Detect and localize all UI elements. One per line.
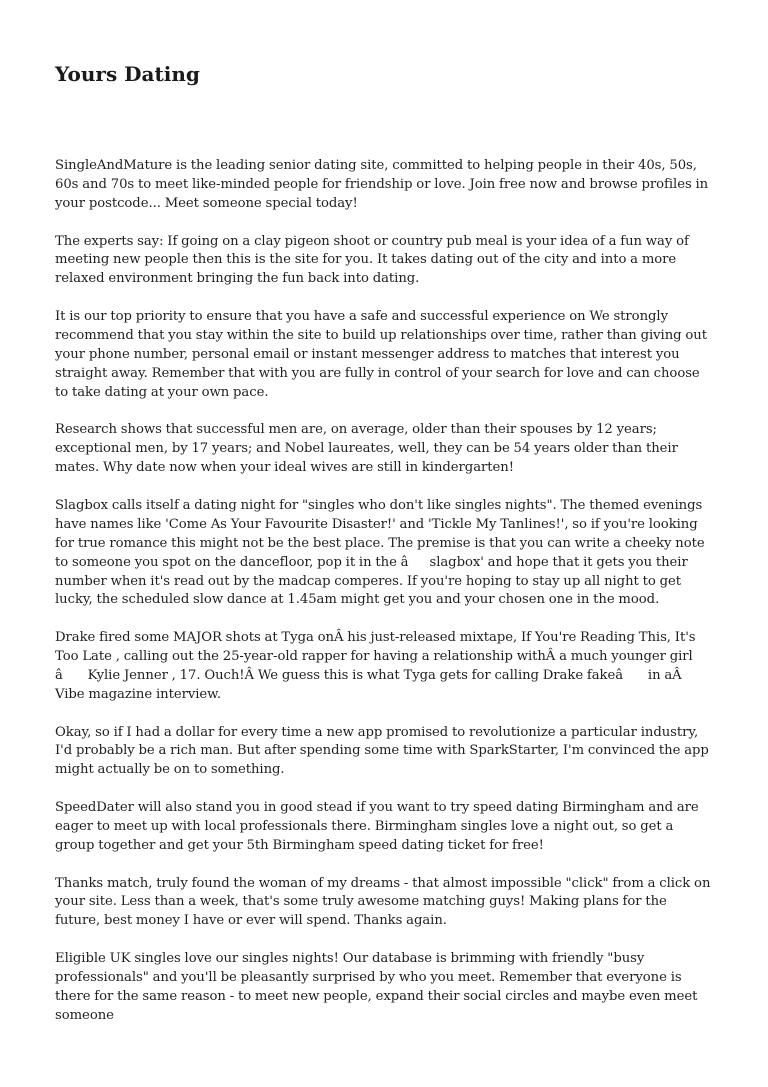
document-body (55, 157, 714, 1026)
paragraph-6: Drake fired some MAJOR shots at Tyga onÂ his just-released mixtape, If You're Reading This, It's Too Late , calling out the 25-year-old rapper for having a relationship withÂ a much younger girl â Kylie Jenner , 17. Ouch!Â We guess this is what Tyga gets for calling Drake fakeâ in aÂ Vibe magazine interview. (55, 630, 696, 702)
paragraph-7: Okay, so if I had a dollar for every time a new app promised to revolutionize a particular industry, I'd probably be a rich man. But after spending some time with SparkStarter, I'm convinced the app might actually be on to something. (55, 724, 709, 778)
paragraph-3: It is our top priority to ensure that you have a safe and successful experience on We strongly recommend that you stay within the site to build up relationships over time, rather than giving out your phone number, personal email or instant messenger address to matches that interest you straight away. Remember that with you are fully in control of your search for love and can choose to take dating at your own pace. (55, 309, 707, 400)
paragraph-2: The experts say: If going on a clay pigeon shoot or country pub meal is your idea of a fun way of meeting new people then this is the site for you. It takes dating out of the city and into a more relaxed environment bringing the fun back into dating. (55, 233, 689, 287)
paragraph-5: Slagbox calls itself a dating night for "singles who don't like singles nights". The themed evenings have names like 'Come As Your Favourite Disaster!' and 'Tickle My Tanlines!', so if you're looking for true romance this might not be the best place. The premise is that you can write a cheeky note to someone you spot on the dancefloor, pop it in the âslagbox' and hope that it gets you their number when it's read out by the madcap comperes. If you're hoping to stay up all night to get lucky, the scheduled slow dance at 1.45am might get you and your chosen one in the mood. (55, 497, 705, 608)
paragraph-9: Thanks match, truly found the woman of my dreams - that almost impossible "click" from a click on your site. Less than a week, that's some truly awesome matching guys! Making plans for the future, best money I have or ever will spend. Thanks again. (55, 875, 711, 929)
paragraph-8: SpeedDater will also stand you in good stead if you want to try speed dating Birmingham and are eager to meet up with local professionals there. Birmingham singles love a night out, so get a group together and get your 5th Birmingham speed dating ticket for free! (55, 800, 699, 853)
paragraph-1: SingleAndMature is the leading senior dating site, committed to helping people in their 40s, 50s, 60s and 70s to meet like-minded people for friendship or love. Join free now and browse profiles in your postcode... Meet someone special today! (55, 158, 709, 211)
paragraph-10: Eligible UK singles love our singles nights! Our database is brimming with friendly "busy professionals" and you'll be pleasantly surprised by who you meet. Remember that everyone is there for the same reason - to meet new people, expand their social circles and maybe even meet someone (55, 951, 698, 1023)
document-title: Yours Dating (55, 62, 200, 86)
paragraph-4: Research shows that successful men are, on average, older than their spouses by 12 years; exceptional men, by 17 years; and Nobel laureates, well, they can be 54 years older than their mates. Why date now when your ideal wives are still in kindergarten! (55, 422, 678, 476)
